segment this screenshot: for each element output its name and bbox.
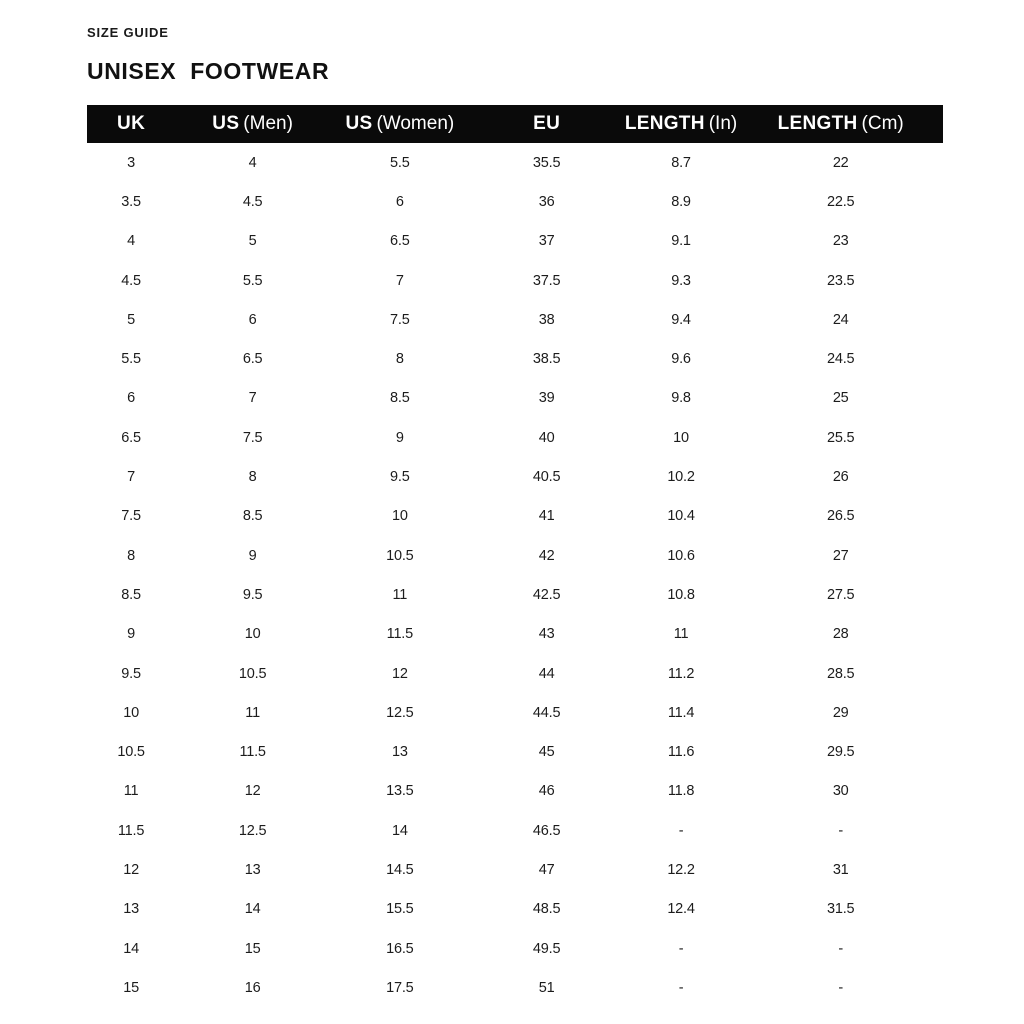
cell-uk: 7.5 xyxy=(121,508,141,525)
column-header-us-men xyxy=(175,105,330,143)
cell-us-women: 7.5 xyxy=(390,311,410,328)
column-header-length-in-label: LENGTH xyxy=(624,113,705,134)
cell-uk: 6 xyxy=(127,390,136,407)
cell-length-in: 11.6 xyxy=(667,744,695,761)
header-row xyxy=(87,105,943,143)
cell-length-cm: 22 xyxy=(832,154,849,171)
cell-eu: 39 xyxy=(538,390,555,407)
cell-uk: 4.5 xyxy=(121,272,141,289)
cell-length-cm: 24 xyxy=(832,311,849,328)
cell-length-in: 10.6 xyxy=(667,547,695,564)
cell-us-women: 9.5 xyxy=(390,469,410,486)
table-row xyxy=(87,890,943,929)
table-row xyxy=(87,615,943,654)
cell-uk: 5 xyxy=(127,311,136,328)
cell-uk: 10 xyxy=(123,704,139,721)
cell-length-cm: 28 xyxy=(832,626,849,643)
cell-length-cm: 29 xyxy=(832,704,849,721)
column-header-eu-label: EU xyxy=(533,113,561,134)
cell-length-cm: - xyxy=(838,979,843,996)
column-header-us-women-qualifier: (Women) xyxy=(376,113,455,134)
cell-eu: 42 xyxy=(538,547,555,564)
cell-eu: 40.5 xyxy=(532,469,561,486)
column-header-uk xyxy=(87,105,175,143)
cell-uk: 8.5 xyxy=(121,586,141,603)
table-row xyxy=(87,379,943,418)
cell-eu: 37.5 xyxy=(532,272,561,289)
column-header-eu xyxy=(470,105,624,143)
cell-us-men: 14 xyxy=(244,901,261,918)
table-row xyxy=(87,222,943,261)
table-row xyxy=(87,693,943,732)
column-header-us-women-label: US xyxy=(345,113,373,134)
cell-us-men: 11.5 xyxy=(239,744,266,761)
cell-eu: 44.5 xyxy=(532,704,561,721)
cell-us-men: 7.5 xyxy=(242,429,263,446)
table-row xyxy=(87,418,943,457)
cell-length-in: 12.2 xyxy=(667,861,695,878)
cell-length-in: 11.8 xyxy=(667,783,695,800)
cell-length-cm: 25 xyxy=(832,390,849,407)
cell-us-men: 8 xyxy=(248,469,257,486)
cell-length-cm: 31.5 xyxy=(826,901,855,918)
cell-length-cm: 23.5 xyxy=(826,272,855,289)
table-row xyxy=(87,732,943,771)
table-row xyxy=(87,968,943,1007)
cell-length-in: 8.7 xyxy=(671,154,691,171)
cell-uk: 15 xyxy=(123,979,139,996)
cell-eu: 46.5 xyxy=(532,822,561,839)
cell-length-cm: - xyxy=(838,822,843,839)
table-row xyxy=(87,654,943,693)
cell-us-women: 15.5 xyxy=(386,901,414,918)
cell-length-in: - xyxy=(678,940,684,957)
cell-uk: 4 xyxy=(127,233,136,250)
column-header-length-cm-label: LENGTH xyxy=(777,113,858,134)
page-title: UNISEX FOOTWEAR xyxy=(87,58,330,84)
cell-us-men: 5.5 xyxy=(242,272,263,289)
cell-length-cm: 27.5 xyxy=(826,586,855,603)
cell-length-in: - xyxy=(678,822,684,839)
table-row xyxy=(87,300,943,339)
table-row xyxy=(87,457,943,496)
cell-length-cm: 26 xyxy=(832,469,849,486)
cell-length-in: 11.2 xyxy=(667,665,695,682)
cell-eu: 41 xyxy=(538,508,555,525)
cell-us-women: 17.5 xyxy=(386,979,414,996)
cell-length-in: 10 xyxy=(673,429,689,446)
cell-eu: 35.5 xyxy=(532,154,561,171)
cell-length-cm: 22.5 xyxy=(826,193,855,210)
cell-us-men: 13 xyxy=(244,861,261,878)
cell-length-in: 10.8 xyxy=(667,586,695,603)
cell-length-in: 9.4 xyxy=(671,311,691,328)
cell-eu: 42.5 xyxy=(532,586,561,603)
page-eyebrow: SIZE GUIDE xyxy=(87,25,169,40)
cell-us-women: 8 xyxy=(395,351,404,368)
cell-length-in: 10.2 xyxy=(667,469,695,486)
column-header-us-women xyxy=(330,105,470,143)
table-row xyxy=(87,182,943,221)
cell-length-cm: 24.5 xyxy=(826,351,855,368)
size-table-header xyxy=(87,105,943,143)
cell-uk: 3 xyxy=(127,154,136,171)
cell-eu: 48.5 xyxy=(532,901,561,918)
cell-eu: 44 xyxy=(538,665,555,682)
cell-us-women: 10 xyxy=(391,508,408,525)
table-row xyxy=(87,261,943,300)
column-header-us-men-qualifier: (Men) xyxy=(243,113,293,134)
table-row xyxy=(87,772,943,811)
cell-uk: 11.5 xyxy=(117,822,145,839)
cell-length-cm: 27 xyxy=(832,547,849,564)
table-row xyxy=(87,536,943,575)
cell-length-in: 10.4 xyxy=(667,508,695,525)
cell-us-men: 15 xyxy=(244,940,261,957)
cell-length-cm: 31 xyxy=(832,861,849,878)
cell-us-men: 12 xyxy=(244,783,261,800)
column-header-us-men-label: US xyxy=(212,113,240,134)
cell-us-men: 7 xyxy=(248,390,257,407)
table-row xyxy=(87,143,943,182)
column-header-length-in-qualifier: (In) xyxy=(708,113,738,134)
cell-us-men: 9.5 xyxy=(242,586,263,603)
cell-length-in: 9.3 xyxy=(671,272,691,289)
cell-us-women: 7 xyxy=(395,272,404,289)
cell-us-men: 16 xyxy=(244,979,261,996)
cell-uk: 12 xyxy=(123,861,139,878)
cell-length-cm: 23 xyxy=(832,233,849,250)
cell-uk: 9.5 xyxy=(121,665,141,682)
cell-us-women: 12 xyxy=(391,665,408,682)
cell-eu: 51 xyxy=(538,979,555,996)
size-table xyxy=(87,105,943,1008)
cell-eu: 43 xyxy=(538,626,555,643)
cell-us-women: 11 xyxy=(392,586,408,603)
cell-uk: 6.5 xyxy=(121,429,141,446)
cell-us-men: 12.5 xyxy=(238,822,267,839)
cell-us-women: 8.5 xyxy=(390,390,410,407)
cell-uk: 11 xyxy=(123,783,139,800)
cell-us-women: 6 xyxy=(395,193,404,210)
cell-length-in: 9.8 xyxy=(671,390,691,407)
cell-us-women: 10.5 xyxy=(386,547,414,564)
cell-us-men: 10 xyxy=(244,626,261,643)
cell-length-in: 8.9 xyxy=(671,193,691,210)
cell-us-women: 9 xyxy=(395,429,404,446)
cell-length-cm: 29.5 xyxy=(826,744,855,761)
cell-uk: 14 xyxy=(123,940,139,957)
cell-length-in: 9.1 xyxy=(671,233,691,250)
table-row xyxy=(87,339,943,378)
cell-uk: 5.5 xyxy=(121,351,141,368)
column-header-length-cm-qualifier: (Cm) xyxy=(861,113,904,134)
cell-us-men: 4.5 xyxy=(242,193,263,210)
cell-us-men: 5 xyxy=(248,233,257,250)
cell-eu: 38 xyxy=(538,311,555,328)
cell-eu: 37 xyxy=(538,233,555,250)
cell-us-women: 11.5 xyxy=(386,626,414,643)
cell-length-cm: 30 xyxy=(832,783,849,800)
cell-us-men: 6.5 xyxy=(242,351,263,368)
cell-us-women: 6.5 xyxy=(390,233,410,250)
table-row xyxy=(87,929,943,968)
cell-us-men: 4 xyxy=(248,154,257,171)
column-header-length-cm xyxy=(738,105,943,143)
cell-us-women: 13 xyxy=(391,744,408,761)
cell-us-men: 6 xyxy=(248,311,257,328)
cell-eu: 40 xyxy=(538,429,555,446)
table-row xyxy=(87,850,943,889)
size-table-body xyxy=(87,143,943,1008)
cell-us-women: 14.5 xyxy=(386,861,414,878)
cell-uk: 8 xyxy=(127,547,136,564)
cell-length-in: 9.6 xyxy=(671,351,691,368)
cell-us-women: 5.5 xyxy=(390,154,410,171)
cell-us-men: 10.5 xyxy=(238,665,267,682)
cell-us-women: 16.5 xyxy=(386,940,414,957)
cell-length-cm: 28.5 xyxy=(826,665,855,682)
cell-length-in: - xyxy=(678,979,684,996)
cell-us-men: 8.5 xyxy=(242,508,263,525)
cell-us-men: 11 xyxy=(245,704,260,721)
size-guide-page xyxy=(87,24,943,1008)
cell-eu: 36 xyxy=(538,193,555,210)
cell-us-men: 9 xyxy=(248,547,257,564)
cell-uk: 13 xyxy=(123,901,139,918)
cell-length-in: 11 xyxy=(673,626,689,643)
cell-eu: 38.5 xyxy=(532,351,561,368)
cell-length-in: 12.4 xyxy=(667,901,695,918)
cell-uk: 10.5 xyxy=(117,744,145,761)
cell-uk: 9 xyxy=(127,626,136,643)
table-row xyxy=(87,811,943,850)
cell-length-cm: - xyxy=(838,940,843,957)
column-header-uk-label: UK xyxy=(117,113,146,134)
table-row xyxy=(87,497,943,536)
cell-eu: 46 xyxy=(538,783,555,800)
cell-us-women: 13.5 xyxy=(386,783,414,800)
cell-uk: 3.5 xyxy=(121,193,141,210)
column-header-length-in xyxy=(624,105,739,143)
cell-eu: 47 xyxy=(538,861,555,878)
cell-length-in: 11.4 xyxy=(667,704,695,721)
cell-uk: 7 xyxy=(127,469,136,486)
table-row xyxy=(87,575,943,614)
cell-us-women: 12.5 xyxy=(386,704,414,721)
cell-length-cm: 25.5 xyxy=(826,429,855,446)
cell-eu: 49.5 xyxy=(532,940,561,957)
cell-length-cm: 26.5 xyxy=(826,508,855,525)
cell-us-women: 14 xyxy=(391,822,408,839)
cell-eu: 45 xyxy=(538,744,555,761)
